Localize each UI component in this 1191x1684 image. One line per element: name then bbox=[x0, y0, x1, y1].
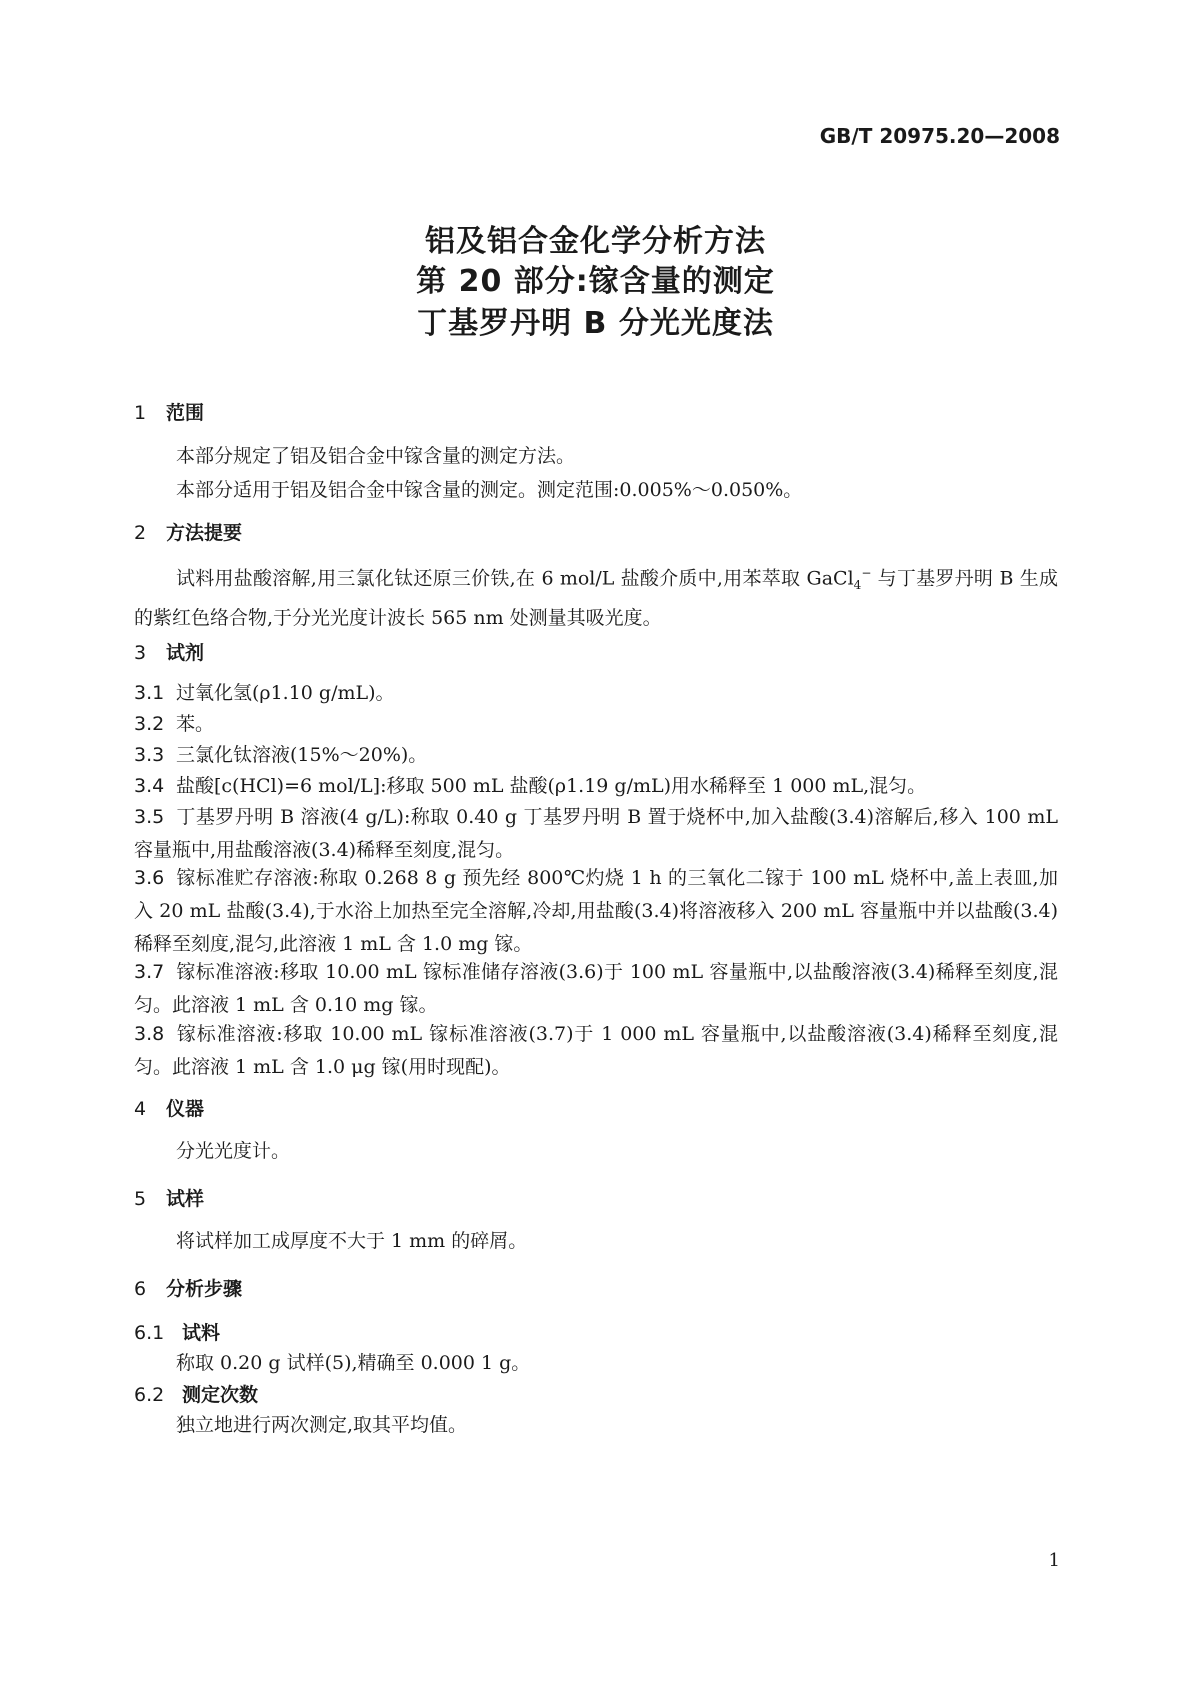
section-title: 分析步骤 bbox=[166, 1278, 243, 1300]
item-number: 3.1 bbox=[134, 682, 165, 704]
reagent-item bbox=[134, 801, 1058, 867]
section-number: 3 bbox=[134, 642, 147, 664]
subsection-6-2-heading bbox=[134, 1380, 258, 1407]
subscript: 4 bbox=[853, 578, 862, 593]
section-4-heading bbox=[134, 1094, 204, 1121]
superscript: − bbox=[861, 566, 872, 580]
paragraph: 将试样加工成厚度不大于 1 mm 的碎屑。 bbox=[176, 1230, 528, 1252]
item-text: 镓标准溶液:移取 10.00 mL 镓标准储存溶液(3.6)于 100 mL 容量瓶中,以盐酸溶液(3.4)稀释至刻度,混匀。此溶液 1 mL 含 0.10 mg 镓。 bbox=[134, 961, 1058, 1016]
item-text: 三氯化钛溶液(15%～20%)。 bbox=[176, 744, 428, 766]
paragraph: 独立地进行两次测定,取其平均值。 bbox=[176, 1414, 468, 1436]
subsection-6-1-heading bbox=[134, 1318, 220, 1345]
subsection-number: 6.1 bbox=[134, 1322, 165, 1344]
section-number: 4 bbox=[134, 1098, 147, 1120]
reagent-item bbox=[134, 739, 1058, 772]
section-title: 试剂 bbox=[166, 642, 205, 664]
standard-code: GB/T 20975.20—2008 bbox=[819, 124, 1060, 148]
section-number: 2 bbox=[134, 522, 147, 544]
item-text: 镓标准溶液:移取 10.00 mL 镓标准溶液(3.7)于 1 000 mL 容量瓶中,以盐酸溶液(3.4)稀释至刻度,混匀。此溶液 1 mL 含 1.0 μg 镓(用时现配)。 bbox=[134, 1023, 1058, 1078]
reagent-item bbox=[134, 708, 1058, 741]
reagent-item bbox=[134, 862, 1058, 961]
section-3-heading bbox=[134, 638, 204, 665]
section-title: 仪器 bbox=[166, 1098, 205, 1120]
method-summary-paragraph bbox=[134, 557, 1058, 635]
item-text: 苯。 bbox=[176, 713, 215, 735]
item-text: 过氧化氢(ρ1.10 g/mL)。 bbox=[176, 682, 395, 704]
item-number: 3.7 bbox=[134, 961, 165, 983]
section-2-heading bbox=[134, 518, 242, 545]
subsection-title: 测定次数 bbox=[182, 1384, 259, 1406]
section-1-heading bbox=[134, 398, 204, 425]
title-line-2: 第 20 部分:镓含量的测定 bbox=[416, 264, 775, 299]
item-number: 3.5 bbox=[134, 806, 165, 828]
paragraph: 称取 0.20 g 试样(5),精确至 0.000 1 g。 bbox=[176, 1352, 531, 1374]
subsection-title: 试料 bbox=[182, 1322, 221, 1344]
item-number: 3.8 bbox=[134, 1023, 165, 1045]
reagent-item bbox=[134, 1018, 1058, 1084]
reagent-item bbox=[134, 770, 1058, 803]
paragraph: 本部分规定了铝及铝合金中镓含量的测定方法。 bbox=[176, 445, 576, 467]
item-number: 3.2 bbox=[134, 713, 165, 735]
item-text: 丁基罗丹明 B 溶液(4 g/L):称取 0.40 g 丁基罗丹明 B 置于烧杯中,加入盐酸(3.4)溶解后,移入 100 mL 容量瓶中,用盐酸溶液(3.4)稀释至刻度,混匀。 bbox=[134, 806, 1058, 861]
section-6-heading bbox=[134, 1274, 242, 1301]
reagent-item bbox=[134, 956, 1058, 1022]
title-line-1: 铝及铝合金化学分析方法 bbox=[425, 224, 766, 259]
section-title: 范围 bbox=[166, 402, 205, 424]
reagent-item bbox=[134, 677, 1058, 710]
section-title: 方法提要 bbox=[166, 522, 243, 544]
section-5-heading bbox=[134, 1184, 204, 1211]
section-number: 5 bbox=[134, 1188, 147, 1210]
title-line-3: 丁基罗丹明 B 分光光度法 bbox=[417, 306, 774, 341]
item-number: 3.4 bbox=[134, 775, 165, 797]
section-number: 6 bbox=[134, 1278, 147, 1300]
text-run: 试料用盐酸溶解,用三氯化钛还原三价铁,在 6 mol/L 盐酸介质中,用苯萃取 GaCl bbox=[176, 567, 854, 590]
item-number: 3.3 bbox=[134, 744, 165, 766]
paragraph: 分光光度计。 bbox=[176, 1140, 291, 1162]
subsection-number: 6.2 bbox=[134, 1384, 165, 1406]
page-number: 1 bbox=[1048, 1550, 1060, 1571]
section-number: 1 bbox=[134, 402, 147, 424]
text-run: 与丁基罗丹明 B 生成的紫红色络合物,于分光光度计波长 565 nm 处测量其吸光度。 bbox=[134, 567, 1058, 630]
item-text: 盐酸[c(HCl)=6 mol/L]:移取 500 mL 盐酸(ρ1.19 g/mL)用水稀释至 1 000 mL,混匀。 bbox=[176, 775, 927, 797]
paragraph: 本部分适用于铝及铝合金中镓含量的测定。测定范围:0.005%～0.050%。 bbox=[176, 479, 803, 501]
section-title: 试样 bbox=[166, 1188, 205, 1210]
item-number: 3.6 bbox=[134, 867, 165, 889]
item-text: 镓标准贮存溶液:称取 0.268 8 g 预先经 800℃灼烧 1 h 的三氧化二镓于 100 mL 烧杯中,盖上表皿,加入 20 mL 盐酸(3.4),于水浴上加热至完全溶解,冷却,用盐酸(3.4)将溶液移入 200 mL 容量瓶中并以盐酸(3.4)稀释至刻度,混匀,此溶液 1 mL 含 1.0 mg 镓。 bbox=[134, 867, 1058, 955]
